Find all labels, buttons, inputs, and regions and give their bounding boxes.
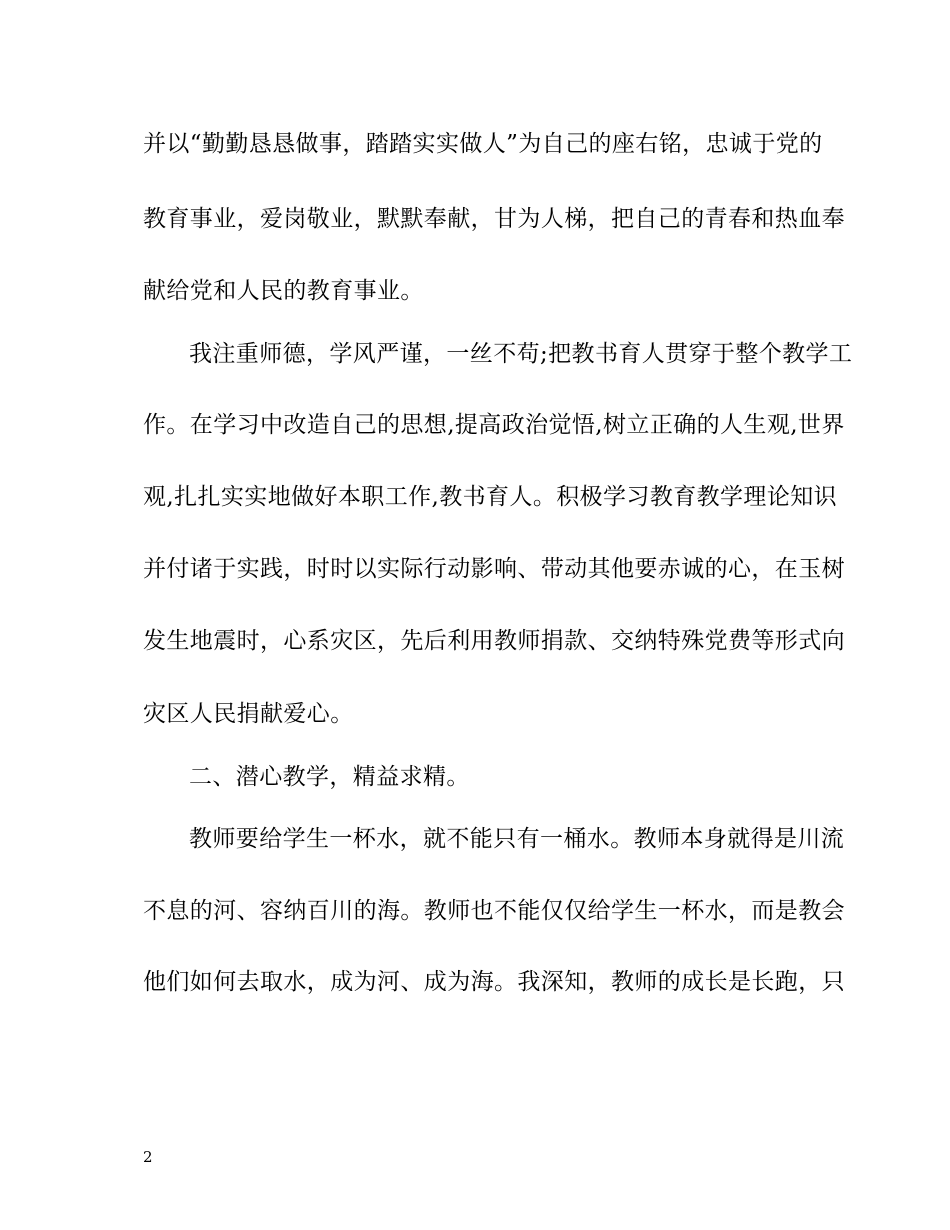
section-heading: 二、潜心教学，精益求精。 bbox=[189, 764, 470, 790]
text-line: 灾区人民捐献爱心。 bbox=[143, 701, 354, 727]
text-line: 他们如何去取水，成为河、成为海。我深知，教师的成长是长跑，只 bbox=[143, 969, 845, 995]
text-line: 观,扎扎实实地做好本职工作,教书育人。积极学习教育教学理论知识 bbox=[143, 484, 838, 510]
page-number: 2 bbox=[143, 1148, 153, 1166]
text-line: 作。在学习中改造自己的思想,提高政治觉悟,树立正确的人生观,世界 bbox=[143, 412, 845, 438]
text-line: 教师要给学生一杯水，就不能只有一桶水。教师本身就得是川流 bbox=[189, 826, 845, 852]
text-line: 不息的河、容纳百川的海。教师也不能仅仅给学生一杯水，而是教会 bbox=[143, 898, 845, 924]
text-line: 发生地震时，心系灾区，先后利用教师捐款、交纳特殊党费等形式向 bbox=[143, 628, 845, 654]
text-line: 并以“勤勤恳恳做事，踏踏实实做人”为自己的座右铭，忠诚于党的 bbox=[143, 131, 823, 157]
text-line: 献给党和人民的教育事业。 bbox=[143, 278, 424, 304]
text-line: 并付诸于实践，时时以实际行动影响、带动其他要赤诚的心，在玉树 bbox=[143, 556, 845, 582]
text-line: 教育事业，爱岗敬业，默默奉献，甘为人梯，把自己的青春和热血奉 bbox=[143, 206, 845, 232]
text-line: 我注重师德，学风严谨，一丝不苟;把教书育人贯穿于整个教学工 bbox=[189, 341, 853, 367]
